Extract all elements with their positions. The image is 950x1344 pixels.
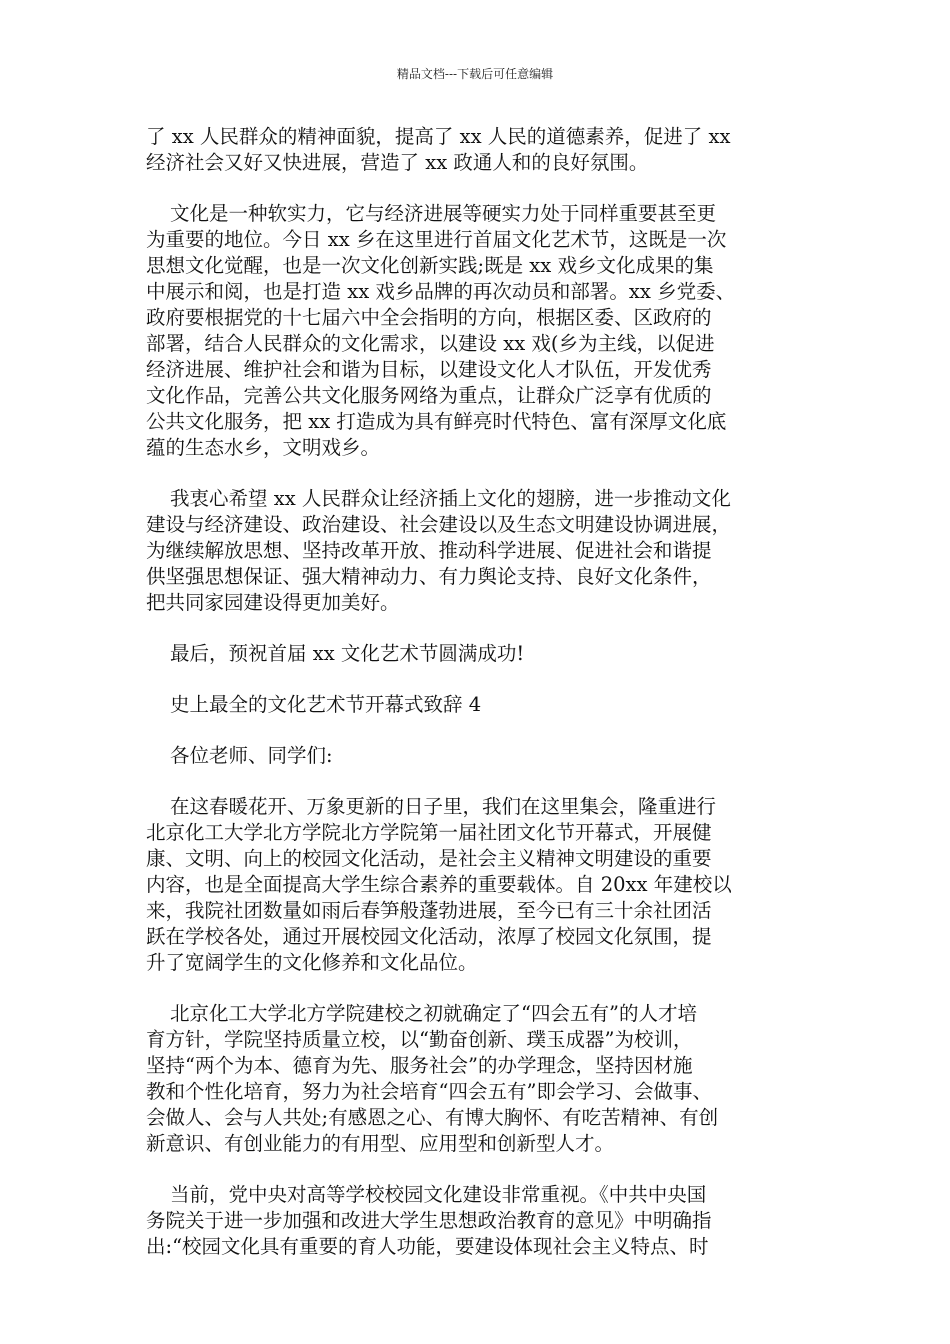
paragraph: [146, 486, 810, 616]
paragraph: [146, 201, 810, 461]
text-line: 内容，也是全面提高大学生综合素养的重要载体。自 20xx 年建校以: [146, 873, 732, 896]
text-line: 了 xx 人民群众的精神面貌，提高了 xx 人民的道德素养，促进了 xx: [146, 125, 731, 148]
text-line: 公共文化服务，把 xx 打造成为具有鲜亮时代特色、富有深厚文化底: [146, 410, 727, 433]
text-line: 中展示和阅，也是打造 xx 戏乡品牌的再次动员和部署。xx 乡党委、: [146, 280, 736, 303]
paragraph: [146, 743, 810, 769]
text-line: 政府要根据党的十七届六中全会指明的方向，根据区委、区政府的: [146, 306, 712, 329]
text-line: 把共同家园建设得更加美好。: [146, 591, 400, 614]
text-line: 思想文化觉醒，也是一次文化创新实践;既是 xx 戏乡文化成果的集: [146, 254, 714, 277]
text-line: 在这春暖花开、万象更新的日子里，我们在这里集会，隆重进行: [170, 795, 717, 818]
text-line: 北京化工大学北方学院建校之初就确定了“四会五有”的人才培: [170, 1002, 697, 1025]
text-line: 各位老师、同学们:: [170, 744, 333, 767]
text-line: 坚持“两个为本、德育为先、服务社会”的办学理念，坚持因材施: [146, 1054, 693, 1077]
text-line: 经济社会又好又快进展，营造了 xx 政通人和的良好氛围。: [146, 151, 649, 174]
text-line: 文化作品，完善公共文化服务网络为重点，让群众广泛享有优质的: [146, 384, 712, 407]
paragraph: [146, 124, 810, 176]
text-line: 文化是一种软实力，它与经济进展等硬实力处于同样重要甚至更: [170, 202, 717, 225]
text-line: 供坚强思想保证、强大精神动力、有力舆论支持、良好文化条件，: [146, 565, 712, 588]
text-line: 当前，党中央对高等学校校园文化建设非常重视。《中共中央国: [170, 1183, 707, 1206]
paragraph: [146, 1001, 810, 1157]
text-line: 教和个性化培育，努力为社会培育“四会五有”即会学习、会做事、: [146, 1080, 712, 1103]
text-line: 为重要的地位。今日 xx 乡在这里进行首届文化艺术节，这既是一次: [146, 228, 727, 251]
text-line: 我衷心希望 xx 人民群众让经济插上文化的翅膀，进一步推动文化: [170, 487, 731, 510]
text-line: 新意识、有创业能力的有用型、应用型和创新型人才。: [146, 1132, 615, 1155]
text-line: 蕴的生态水乡，文明戏乡。: [146, 436, 381, 459]
text-line: 升了宽阔学生的文化修养和文化品位。: [146, 951, 478, 974]
text-line: 务院关于进一步加强和改进大学生思想政治教育的意见》中明确指: [146, 1209, 712, 1232]
text-line: 史上最全的文化艺术节开幕式致辞 4: [170, 693, 482, 716]
text-line: 会做人、会与人共处;有感恩之心、有博大胸怀、有吃苦精神、有创: [146, 1106, 719, 1129]
text-line: 跃在学校各处，通过开展校园文化活动，浓厚了校园文化氛围，提: [146, 925, 712, 948]
text-line: 育方针，学院坚持质量立校，以“勤奋创新、璞玉成器”为校训，: [146, 1028, 693, 1051]
paragraph: [146, 1182, 810, 1260]
text-line: 康、文明、向上的校园文化活动，是社会主义精神文明建设的重要: [146, 847, 712, 870]
text-line: 建设与经济建设、政治建设、社会建设以及生态文明建设协调进展，: [146, 513, 732, 536]
text-line: 为继续解放思想、坚持改革开放、推动科学进展、促进社会和谐提: [146, 539, 712, 562]
paragraph: [146, 794, 810, 976]
text-line: 来，我院社团数量如雨后春笋般蓬勃进展，至今已有三十余社团活: [146, 899, 712, 922]
text-line: 出:“校园文化具有重要的育人功能，要建设体现社会主义特点、时: [146, 1235, 709, 1258]
text-line: 北京化工大学北方学院北方学院第一届社团文化节开幕式，开展健: [146, 821, 712, 844]
text-line: 最后，预祝首届 xx 文化艺术节圆满成功!: [170, 642, 525, 665]
page-header: 精品文档---下载后可任意编辑: [396, 67, 554, 81]
paragraph: [146, 692, 810, 718]
text-line: 经济进展、维护社会和谐为目标，以建设文化人才队伍，开发优秀: [146, 358, 712, 381]
text-line: 部署，结合人民群众的文化需求，以建设 xx 戏(乡为主线，以促进: [146, 332, 715, 355]
paragraph: [146, 641, 810, 667]
document-body: [146, 124, 810, 1285]
